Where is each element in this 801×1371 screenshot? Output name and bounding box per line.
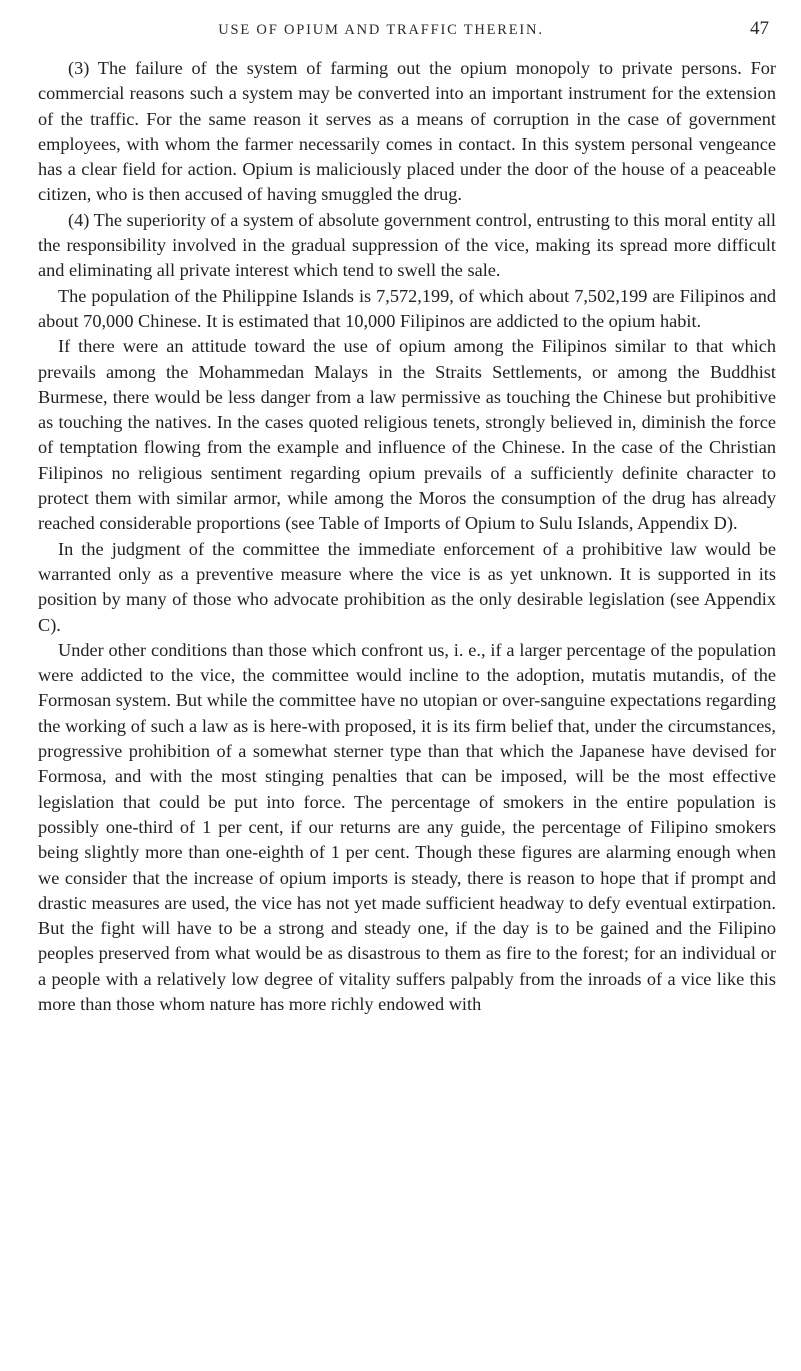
paragraph-farming-failure: (3) The failure of the system of farming out the opium monopoly to private persons. For commercial reasons such a system may be converted into an important instrument for the extension of the traffic. For the same reason it serves as a means of corruption in the case of government employees, with whom the farmer necessarily comes in contact. In this system personal vengeance has a clear field for action. Opium is maliciously placed under the door of the house of a peaceable citizen, who is then accused of having smuggled the drug. [38, 58, 776, 205]
page-number: 47 [750, 18, 769, 39]
paragraph-other-conditions: Under other conditions than those which confront us, i. e., if a larger percentage of the population were addicted to the vice, the committee would incline to the adoption, mutatis mutandis, of the Formosan system. But while the committee have no utopian or over-sanguine expectations regarding the working of such a law as is here-with proposed, it is its firm belief that, under the circumstances, progressive prohibition of a somewhat sterner type than that which the Japanese have devised for Formosa, and with the most stinging penalties that can be imposed, will be the most effective legislation that could be put into force. The percentage of smokers in the entire population is possibly one-third of 1 per cent, if our returns are any guide, the percentage of Filipino smokers being slightly more than one-eighth of 1 per cent. Though these figures are alarming enough when we consider that the increase of opium imports is steady, there is reason to hope that if prompt and drastic measures are used, the vice has not yet made sufficient headway to defy eventual extirpation. But the fight will have to be a strong and steady one, if the day is to be gained and the Filipino peoples preserved from what would be as disastrous to them as fire to the forest; for an individual or a people with a relatively low degree of vitality suffers palpably from the inroads of a vice like this more than those whom nature has more richly endowed with [38, 639, 776, 1014]
paragraph-attitude: If there were an attitude toward the use of opium among the Filipinos similar to that which prevails among the Mohammedan Malays in the Straits Settlements, or among the Buddhist Burmese, there would be less danger from a law permissive as touching the Chinese but prohibitive as touching the natives. In the cases quoted religious tenets, strongly believed in, diminish the force of temptation flowing from the example and influence of the Chinese. In the case of the Christian Filipinos no religious sentiment regarding opium prevails of a sufficiently definite character to protect them with similar armor, while among the Moros the consumption of the drug has already reached considerable proportions (see Table of Imports of Opium to Sulu Islands, Appendix D). [38, 336, 776, 534]
paragraph-government-control: (4) The superiority of a system of absolute government control, entrusting to this moral entity all the responsibility involved in the gradual suppression of the vice, making its spread more difficult and eliminating all private interest which tend to swell the sale. [38, 209, 776, 281]
running-title: USE OF OPIUM AND TRAFFIC THEREIN. [218, 22, 544, 38]
paragraph-judgment: In the judgment of the committee the immediate enforcement of a prohibitive law would be warranted only as a preventive measure where the vice is as yet unknown. It is supported in its position by many of those who advocate prohibition as the only desirable legislation (see Appendix C). [38, 538, 776, 635]
body-text [38, 56, 776, 1017]
paragraph-population: The population of the Philippine Islands is 7,572,199, of which about 7,502,199 are Filipinos and about 70,000 Chinese. It is estimated that 10,000 Filipinos are addicted to the opium habit. [38, 285, 776, 331]
